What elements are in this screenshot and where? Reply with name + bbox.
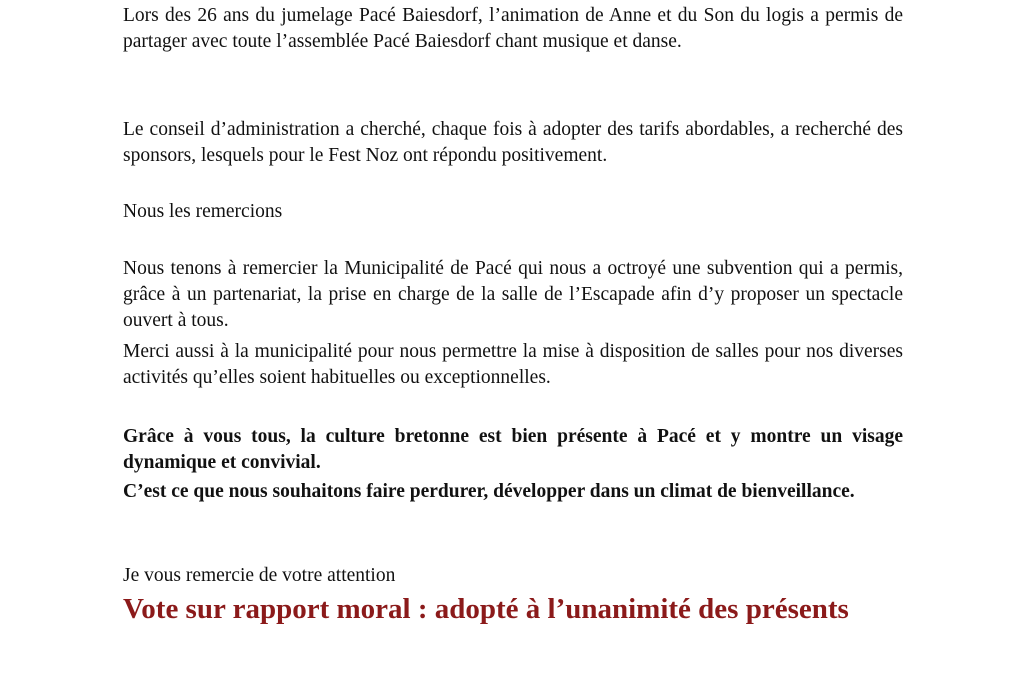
paragraph-salles: Merci aussi à la municipalité pour nous permettre la mise à disposition de salles pour nos diverses activités qu’elles soient habituelles ou exceptionnelles. — [123, 341, 903, 388]
vote-title: Vote sur rapport moral : adopté à l’unanimité des présents — [123, 593, 849, 625]
paragraph-perdurer: C’est ce que nous souhaitons faire perdurer, développer dans un climat de bienveillance. — [123, 481, 855, 502]
paragraph-municipalite: Nous tenons à remercier la Municipalité de Pacé qui nous a octroyé une subvention qui a permis, grâce à un partenariat, la prise en charge de la salle de l’Escapade afin d’y proposer un spectacle ouvert à tous. — [123, 258, 903, 331]
paragraph-conseil: Le conseil d’administration a cherché, chaque fois à adopter des tarifs abordables, a recherché des sponsors, lesquels pour le Fest Noz ont répondu positivement. — [123, 119, 903, 166]
paragraph-remerciements-sponsors: Nous les remercions — [123, 201, 283, 222]
paragraph-attention: Je vous remercie de votre attention — [123, 565, 396, 586]
paragraph-culture-bretonne: Grâce à vous tous, la culture bretonne est bien présente à Pacé et y montre un visage dynamique et convivial. — [123, 426, 903, 473]
paragraph-jumelage: Lors des 26 ans du jumelage Pacé Baiesdorf, l’animation de Anne et du Son du logis a permis de partager avec toute l’assemblée Pacé Baiesdorf chant musique et danse. — [123, 5, 903, 52]
